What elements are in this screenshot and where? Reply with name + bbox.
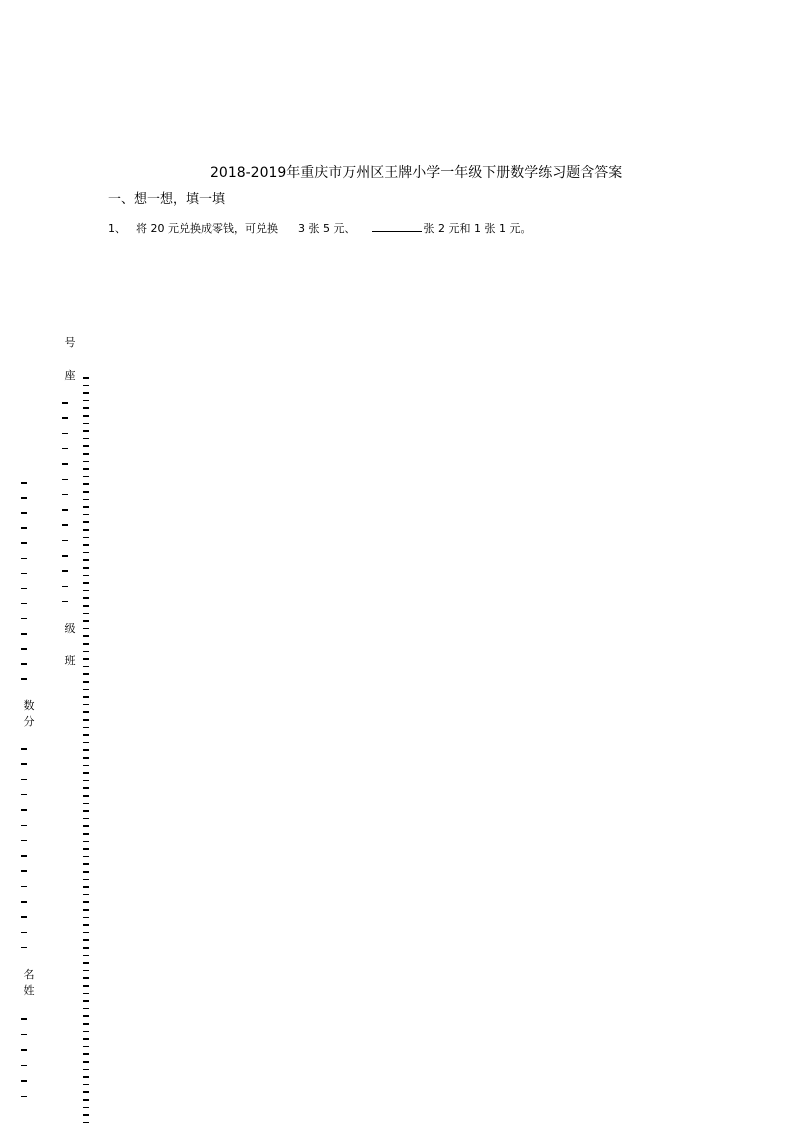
margin-dash xyxy=(83,825,89,827)
margin-dash xyxy=(83,643,89,645)
margin-dash xyxy=(83,666,89,668)
margin-dash xyxy=(21,527,27,529)
margin-dash xyxy=(83,613,89,615)
margin-dash xyxy=(21,497,27,499)
margin-dash xyxy=(83,871,89,873)
margin-dash xyxy=(21,886,27,888)
question-1 xyxy=(108,220,531,238)
margin-dash xyxy=(83,597,89,599)
margin-dash xyxy=(62,509,68,511)
margin-dash xyxy=(21,482,27,484)
margin-dash xyxy=(83,575,89,577)
margin-dash xyxy=(83,696,89,698)
score-label-1: 数 xyxy=(23,699,35,712)
section-heading: 一、想一想，填一填 xyxy=(108,192,226,207)
margin-dash xyxy=(21,870,27,872)
margin-dash xyxy=(21,855,27,857)
name-label-2: 姓 xyxy=(23,984,35,997)
margin-dash xyxy=(62,494,68,496)
margin-dash xyxy=(83,491,89,493)
margin-dash xyxy=(83,1076,89,1078)
margin-dash xyxy=(21,1034,27,1036)
margin-dash xyxy=(21,932,27,934)
margin-dash xyxy=(21,901,27,903)
margin-dash xyxy=(21,648,27,650)
margin-dash xyxy=(83,385,89,387)
margin-dash xyxy=(83,734,89,736)
margin-dash xyxy=(83,1053,89,1055)
margin-dash xyxy=(83,947,89,949)
margin-dash xyxy=(83,795,89,797)
margin-dash xyxy=(83,377,89,379)
margin-dash xyxy=(62,524,68,526)
name-label-1: 名 xyxy=(23,968,35,981)
margin-dash xyxy=(83,810,89,812)
margin-dash xyxy=(83,932,89,934)
margin-dash xyxy=(62,586,68,588)
margin-dash xyxy=(62,402,68,404)
margin-dash xyxy=(62,601,68,603)
answer-blank[interactable] xyxy=(372,220,422,232)
margin-dash xyxy=(83,894,89,896)
margin-dash xyxy=(83,445,89,447)
margin-dash xyxy=(21,1096,27,1098)
margin-dash xyxy=(83,719,89,721)
margin-dash xyxy=(83,985,89,987)
margin-dash xyxy=(21,618,27,620)
margin-dash xyxy=(83,438,89,440)
margin-dash xyxy=(62,570,68,572)
margin-dash xyxy=(83,901,89,903)
margin-dash xyxy=(83,651,89,653)
margin-dash xyxy=(83,552,89,554)
margin-dash xyxy=(21,779,27,781)
margin-dash xyxy=(83,559,89,561)
question-text-b: 3 张 5 元、 xyxy=(298,222,356,235)
margin-dash xyxy=(83,681,89,683)
margin-dash xyxy=(83,787,89,789)
margin-dash xyxy=(21,1080,27,1082)
margin-dash xyxy=(83,856,89,858)
margin-dash xyxy=(83,673,89,675)
margin-dash xyxy=(83,939,89,941)
margin-dash xyxy=(83,567,89,569)
margin-dash xyxy=(83,483,89,485)
margin-dash xyxy=(83,423,89,425)
margin-dash xyxy=(83,1099,89,1101)
margin-dash xyxy=(21,840,27,842)
margin-dash xyxy=(21,1018,27,1020)
margin-dash xyxy=(83,620,89,622)
margin-dash xyxy=(83,1031,89,1033)
margin-dash xyxy=(62,540,68,542)
seat-label-1: 号 xyxy=(64,336,76,349)
question-text-a: 将 20 元兑换成零钱，可兑换 xyxy=(136,222,278,235)
margin-dash xyxy=(83,468,89,470)
margin-dash xyxy=(21,588,27,590)
question-number: 1、 xyxy=(108,222,126,235)
margin-dash xyxy=(83,658,89,660)
margin-dash xyxy=(83,955,89,957)
margin-dash xyxy=(83,392,89,394)
margin-dash xyxy=(83,407,89,409)
margin-dash xyxy=(21,748,27,750)
margin-dash xyxy=(83,704,89,706)
margin-dash xyxy=(83,962,89,964)
margin-dash xyxy=(83,689,89,691)
class-label-2: 班 xyxy=(64,654,76,667)
document-title: 2018-2019年重庆市万州区王牌小学一年级下册数学练习题含答案 xyxy=(210,165,623,181)
margin-dash xyxy=(83,1015,89,1017)
margin-dash xyxy=(83,521,89,523)
margin-dash xyxy=(83,909,89,911)
margin-dash xyxy=(21,663,27,665)
margin-dash xyxy=(83,977,89,979)
margin-dash xyxy=(83,499,89,501)
margin-dash xyxy=(62,479,68,481)
margin-dash xyxy=(21,633,27,635)
margin-dash xyxy=(21,1065,27,1067)
margin-dash xyxy=(83,628,89,630)
margin-dash xyxy=(21,542,27,544)
margin-dash xyxy=(83,1061,89,1063)
margin-dash xyxy=(21,763,27,765)
margin-dash xyxy=(83,430,89,432)
margin-dash xyxy=(83,514,89,516)
margin-dash xyxy=(83,476,89,478)
margin-dash xyxy=(83,1091,89,1093)
margin-dash xyxy=(62,555,68,557)
margin-dash xyxy=(62,463,68,465)
margin-dash xyxy=(83,772,89,774)
margin-dash xyxy=(83,529,89,531)
margin-dash xyxy=(83,727,89,729)
margin-dash xyxy=(83,544,89,546)
margin-dash xyxy=(21,573,27,575)
margin-dash xyxy=(83,917,89,919)
margin-dash xyxy=(83,749,89,751)
score-label-2: 分 xyxy=(23,715,35,728)
margin-dash xyxy=(83,1122,89,1124)
margin-dash xyxy=(83,506,89,508)
margin-dash xyxy=(83,841,89,843)
margin-dash xyxy=(83,833,89,835)
margin-dash xyxy=(83,537,89,539)
margin-dash xyxy=(62,448,68,450)
margin-dash xyxy=(83,1107,89,1109)
question-text-c: 张 2 元和 1 张 1 元。 xyxy=(423,222,532,235)
margin-dash xyxy=(21,825,27,827)
margin-dash xyxy=(83,742,89,744)
margin-dash xyxy=(83,818,89,820)
margin-dash xyxy=(83,605,89,607)
margin-dash xyxy=(21,603,27,605)
margin-dash xyxy=(21,558,27,560)
margin-dash xyxy=(83,582,89,584)
margin-dash xyxy=(83,757,89,759)
margin-dash xyxy=(83,1000,89,1002)
margin-dash xyxy=(83,848,89,850)
margin-dash xyxy=(83,863,89,865)
margin-dash xyxy=(62,433,68,435)
margin-dash xyxy=(83,400,89,402)
margin-dash xyxy=(83,803,89,805)
margin-dash xyxy=(83,461,89,463)
margin-dash xyxy=(83,993,89,995)
margin-dash xyxy=(83,1038,89,1040)
margin-dash xyxy=(83,453,89,455)
margin-dash xyxy=(21,794,27,796)
margin-dash xyxy=(21,809,27,811)
margin-dash xyxy=(83,886,89,888)
margin-dash xyxy=(83,924,89,926)
margin-dash xyxy=(83,1084,89,1086)
margin-dash xyxy=(21,916,27,918)
margin-dash xyxy=(83,1008,89,1010)
margin-dash xyxy=(83,970,89,972)
margin-dash xyxy=(21,512,27,514)
margin-dash xyxy=(83,1023,89,1025)
margin-dash xyxy=(83,1114,89,1116)
margin-dash xyxy=(83,415,89,417)
margin-dash xyxy=(83,711,89,713)
margin-dash xyxy=(83,1046,89,1048)
margin-dash xyxy=(21,678,27,680)
margin-dash xyxy=(21,947,27,949)
margin-dash xyxy=(83,879,89,881)
margin-dash xyxy=(83,765,89,767)
margin-dash xyxy=(83,590,89,592)
margin-dash xyxy=(83,1069,89,1071)
margin-dash xyxy=(83,780,89,782)
margin-dash xyxy=(83,635,89,637)
margin-dash xyxy=(21,1049,27,1051)
class-label-1: 级 xyxy=(64,622,76,635)
seat-label-2: 座 xyxy=(64,369,76,382)
margin-dash xyxy=(62,417,68,419)
